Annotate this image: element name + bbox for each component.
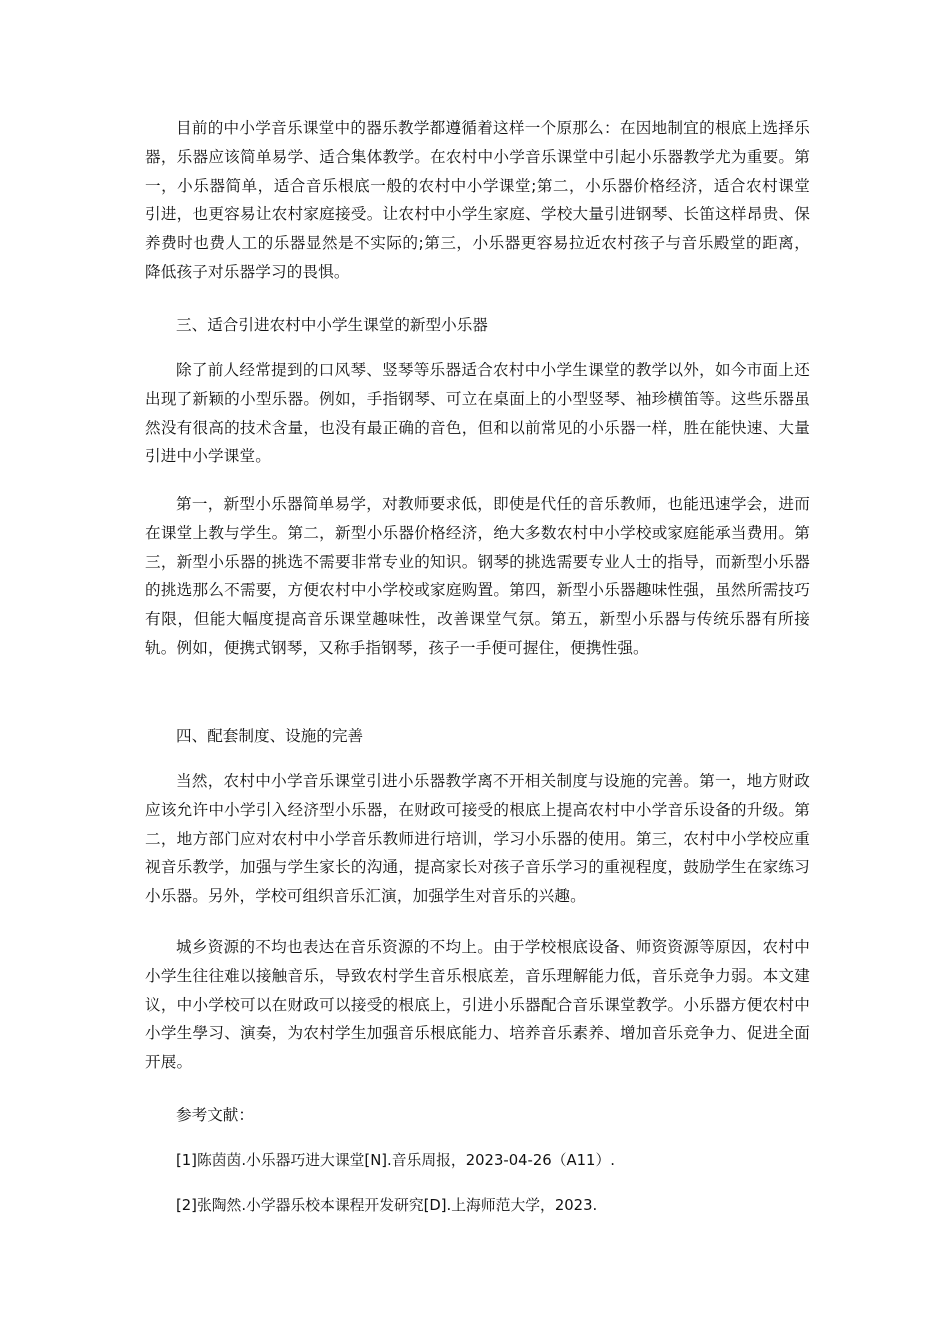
reference-item: [2]张陶然.小学器乐校本课程开发研究[D].上海师范大学，2023. bbox=[176, 1197, 598, 1214]
paragraph-advantages: 第一，新型小乐器简单易学，对教师要求低，即使是代任的音乐教师，也能迅速学会，进而在课堂上教与学生。第二，新型小乐器价格经济，绝大多数农村中小学校或家庭能承当费用。第三，新型小乐器的挑选不需要非常专业的知识。钢琴的挑选需要专业人士的指导，而新型小乐器的挑选那么不需要，方便农村中小学校或家庭购置。第四，新型小乐器趣味性强，虽然所需技巧有限，但能大幅度提高音乐课堂趣味性，改善课堂气氛。第五，新型小乐器与传统乐器有所接轨。例如，便携式钢琴，又称手指钢琴，孩子一手便可握住，便携性强。 bbox=[145, 495, 810, 657]
paragraph-instrument-principle: 目前的中小学音乐课堂中的器乐教学都遵循着这样一个原那么：在因地制宜的根底上选择乐器，乐器应该简单易学、适合集体教学。在农村中小学音乐课堂中引起小乐器教学尤为重要。第一，小乐器简单，适合音乐根底一般的农村中小学课堂;第二，小乐器价格经济，适合农村课堂引进，也更容易让农村家庭接受。让农村中小学生家庭、学校大量引进钢琴、长笛这样昂贵、保养费时也费人工的乐器显然是不实际的;第三，小乐器更容易拉近农村孩子与音乐殿堂的距离，降低孩子对乐器学习的畏惧。 bbox=[145, 119, 810, 281]
paragraph-new-instruments: 除了前人经常提到的口风琴、竖琴等乐器适合农村中小学生课堂的教学以外，如今市面上还出现了新颖的小型乐器。例如，手指钢琴、可立在桌面上的小型竖琴、袖珍横笛等。这些乐器虽然没有很高的技术含量，也没有最正确的音色，但和以前常见的小乐器一样，胜在能快速、大量引进中小学课堂。 bbox=[145, 361, 810, 466]
section-heading-four: 四、配套制度、设施的完善 bbox=[176, 727, 364, 745]
reference-item: [1]陈茵茵.小乐器巧进大课堂[N].音乐周报，2023-04-26（A11）. bbox=[176, 1152, 615, 1169]
paragraph-policy-facilities: 当然，农村中小学音乐课堂引进小乐器教学离不开相关制度与设施的完善。第一，地方财政应该允许中小学引入经济型小乐器，在财政可接受的根底上提高农村中小学音乐设备的升级。第二，地方部门应对农村中小学音乐教师进行培训，学习小乐器的使用。第三，农村中小学校应重视音乐教学，加强与学生家长的沟通，提高家长对孩子音乐学习的重视程度，鼓励学生在家练习小乐器。另外，学校可组织音乐汇演，加强学生对音乐的兴趣。 bbox=[145, 772, 810, 906]
references-heading: 参考文献： bbox=[176, 1106, 254, 1124]
paragraph-conclusion: 城乡资源的不均也表达在音乐资源的不均上。由于学校根底设备、师资资源等原因，农村中小学生往往难以接触音乐，导致农村学生音乐根底差，音乐理解能力低，音乐竞争力弱。本文建议，中小学校可以在财政可以接受的根底上，引进小乐器配合音乐课堂教学。小乐器方便农村中小学生學习、演奏，为农村学生加强音乐根底能力、培养音乐素养、增加音乐竞争力、促进全面开展。 bbox=[145, 938, 810, 1072]
section-heading-three: 三、适合引进农村中小学生课堂的新型小乐器 bbox=[176, 316, 488, 334]
